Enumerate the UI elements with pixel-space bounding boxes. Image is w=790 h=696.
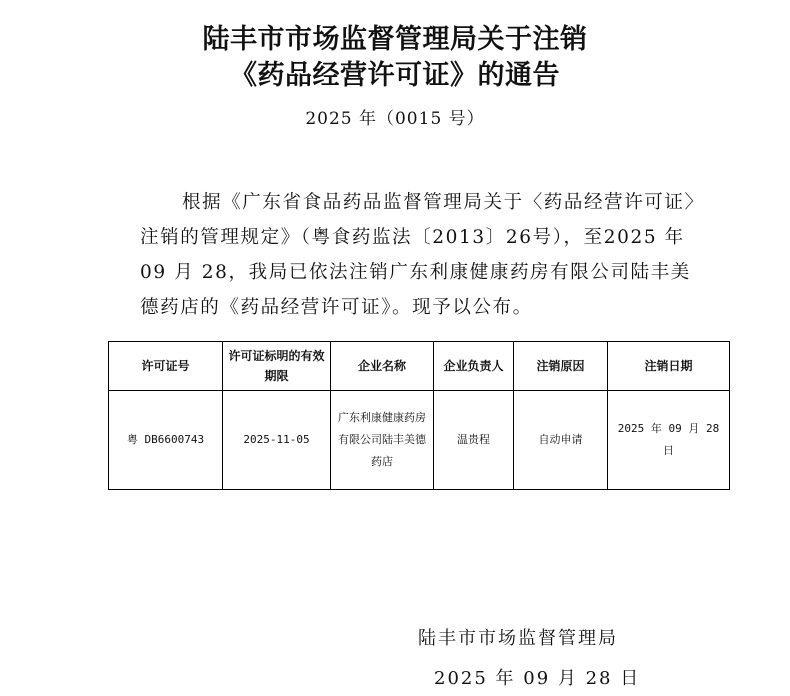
notice-title-line-1: 陆丰市市场监督管理局关于注销 (202, 24, 588, 55)
header-person: 企业负责人 (434, 342, 514, 391)
cell-company: 广东利康健康药房有限公司陆丰美德药店 (331, 391, 434, 490)
header-company: 企业名称 (331, 342, 434, 391)
cell-person: 温贵程 (434, 391, 514, 490)
paragraph-text: 根据《广东省食品药品监督管理局关于〈药品经营许可证〉注销的管理规定》（粤食药监法〔2013〕26号），至2025 年 09 月 28，我局已依法注销广东利康健康药房有限公司陆丰美德药店的《药品经营许可证》。现予以公布。 (140, 192, 696, 318)
header-cancel-date: 注销日期 (608, 342, 730, 391)
cancellation-table (108, 341, 730, 490)
cell-validity: 2025-11-05 (223, 391, 331, 490)
issue-date: 2025 年 09 月 28 日 (434, 668, 641, 689)
table-header-row (109, 342, 730, 391)
cell-cancel-date: 2025 年 09 月 28 日 (608, 391, 730, 490)
header-validity: 许可证标明的有效期限 (223, 342, 331, 391)
header-reason: 注销原因 (514, 342, 608, 391)
document-number: 2025 年（0015 号） (305, 109, 485, 129)
header-license-no: 许可证号 (109, 342, 223, 391)
notice-paragraph (140, 185, 700, 325)
cell-license-no: 粤 DB6600743 (109, 391, 223, 490)
table-row (109, 391, 730, 490)
issuer-name: 陆丰市市场监督管理局 (418, 628, 618, 649)
notice-title-line-2: 《药品经营许可证》的通告 (230, 60, 560, 91)
cell-reason: 自动申请 (514, 391, 608, 490)
